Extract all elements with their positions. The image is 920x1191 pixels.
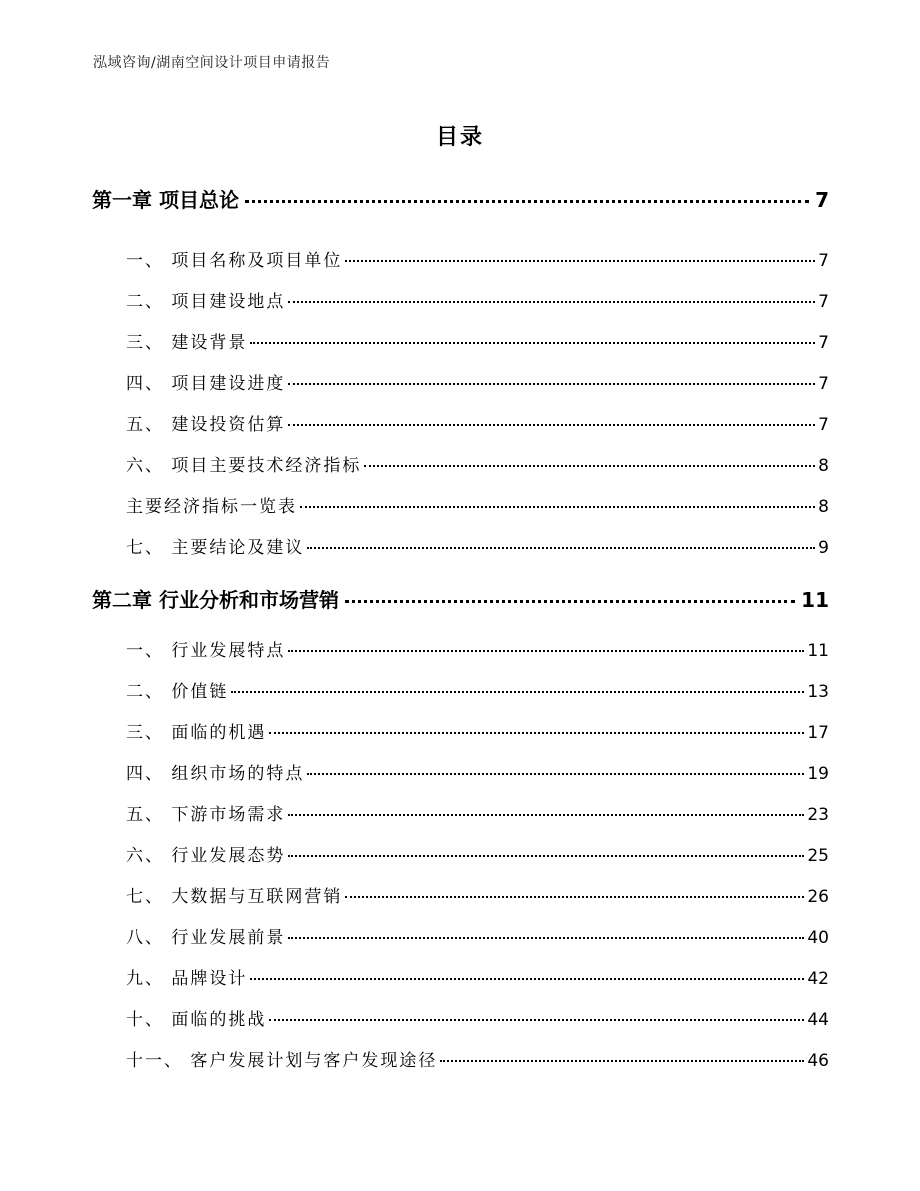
dot-leader xyxy=(345,600,795,603)
toc-entry-label: 四、 组织市场的特点 xyxy=(126,764,305,784)
dot-leader xyxy=(269,732,804,734)
toc-entry-label: 一、 行业发展特点 xyxy=(126,641,286,661)
dot-leader xyxy=(288,650,804,652)
toc-entry-label: 九、 品牌设计 xyxy=(126,969,248,989)
toc-entry-label: 第一章 项目总论 xyxy=(92,188,239,212)
toc-entry-label: 二、 价值链 xyxy=(126,682,229,702)
dot-leader xyxy=(288,937,804,939)
toc-entry-label: 七、 大数据与互联网营销 xyxy=(126,887,343,907)
toc-entry[interactable] xyxy=(126,677,829,702)
dot-leader xyxy=(250,342,815,344)
dot-leader xyxy=(250,978,804,980)
toc-page-number: 7 xyxy=(818,333,829,353)
toc-entry-label: 六、 行业发展态势 xyxy=(126,846,286,866)
toc-entry[interactable] xyxy=(126,533,829,558)
dot-leader xyxy=(364,465,815,467)
dot-leader xyxy=(245,200,809,203)
toc-chapter-1[interactable] xyxy=(92,184,829,213)
toc-entry[interactable] xyxy=(126,718,829,743)
toc-entry-label: 八、 行业发展前景 xyxy=(126,928,286,948)
toc-entry[interactable] xyxy=(126,636,829,661)
toc-page-number: 19 xyxy=(807,764,829,784)
toc-entry[interactable] xyxy=(126,246,829,271)
toc-entry[interactable] xyxy=(126,1005,829,1030)
toc-entry-label: 六、 项目主要技术经济指标 xyxy=(126,456,362,476)
toc-page-number: 23 xyxy=(807,805,829,825)
running-header: 泓域咨询/湖南空间设计项目申请报告 xyxy=(93,55,331,71)
toc-entry[interactable] xyxy=(126,964,829,989)
toc-entry[interactable] xyxy=(126,923,829,948)
toc-entry[interactable] xyxy=(126,759,829,784)
header-rule xyxy=(93,76,827,77)
toc-page-number: 11 xyxy=(801,588,829,612)
dot-leader xyxy=(300,506,815,508)
toc-entry[interactable] xyxy=(126,287,829,312)
dot-leader xyxy=(307,773,804,775)
dot-leader xyxy=(307,547,815,549)
dot-leader xyxy=(269,1019,804,1021)
dot-leader xyxy=(288,855,804,857)
dot-leader xyxy=(231,691,804,693)
toc-page-number: 26 xyxy=(807,887,829,907)
toc-page-number: 7 xyxy=(818,251,829,271)
toc-page-number: 44 xyxy=(807,1010,829,1030)
toc-entry[interactable] xyxy=(126,882,829,907)
toc-entry[interactable] xyxy=(126,841,829,866)
toc-entry[interactable] xyxy=(126,1046,829,1071)
dot-leader xyxy=(288,424,815,426)
toc-entry-label: 四、 项目建设进度 xyxy=(126,374,286,394)
dot-leader xyxy=(345,260,815,262)
toc-entry-label: 三、 建设背景 xyxy=(126,333,248,353)
dot-leader xyxy=(288,383,815,385)
toc-page-number: 42 xyxy=(807,969,829,989)
toc-entry-label: 第二章 行业分析和市场营销 xyxy=(92,588,339,612)
toc-entry-label: 一、 项目名称及项目单位 xyxy=(126,251,343,271)
toc-entry-label: 十一、 客户发展计划与客户发现途径 xyxy=(126,1051,438,1071)
toc-entry[interactable] xyxy=(126,492,829,517)
toc-page-number: 7 xyxy=(815,188,829,212)
toc-page-number: 13 xyxy=(807,682,829,702)
toc-entry[interactable] xyxy=(126,451,829,476)
toc-page-number: 7 xyxy=(818,374,829,394)
toc-chapter-2[interactable] xyxy=(92,584,829,613)
toc-entry-label: 三、 面临的机遇 xyxy=(126,723,267,743)
dot-leader xyxy=(345,896,804,898)
toc-entry-label: 五、 下游市场需求 xyxy=(126,805,286,825)
toc-page-number: 9 xyxy=(818,538,829,558)
toc-page-number: 17 xyxy=(807,723,829,743)
dot-leader xyxy=(440,1060,804,1062)
toc-entry-label: 七、 主要结论及建议 xyxy=(126,538,305,558)
toc-page-number: 40 xyxy=(807,928,829,948)
toc-entry-label: 五、 建设投资估算 xyxy=(126,415,286,435)
toc-entry[interactable] xyxy=(126,328,829,353)
toc-page-number: 8 xyxy=(818,497,829,517)
toc-entry-label: 十、 面临的挑战 xyxy=(126,1010,267,1030)
toc-page-number: 7 xyxy=(818,415,829,435)
toc-entry[interactable] xyxy=(126,800,829,825)
toc-page-number: 46 xyxy=(807,1051,829,1071)
dot-leader xyxy=(288,814,804,816)
toc-page-number: 25 xyxy=(807,846,829,866)
toc-page-number: 7 xyxy=(818,292,829,312)
dot-leader xyxy=(288,301,815,303)
toc-page-number: 8 xyxy=(818,456,829,476)
toc-entry-label: 二、 项目建设地点 xyxy=(126,292,286,312)
toc-entry[interactable] xyxy=(126,369,829,394)
toc-page-number: 11 xyxy=(807,641,829,661)
toc-entry-label: 主要经济指标一览表 xyxy=(126,497,297,517)
toc-entry[interactable] xyxy=(126,410,829,435)
page-title: 目录 xyxy=(435,125,484,150)
